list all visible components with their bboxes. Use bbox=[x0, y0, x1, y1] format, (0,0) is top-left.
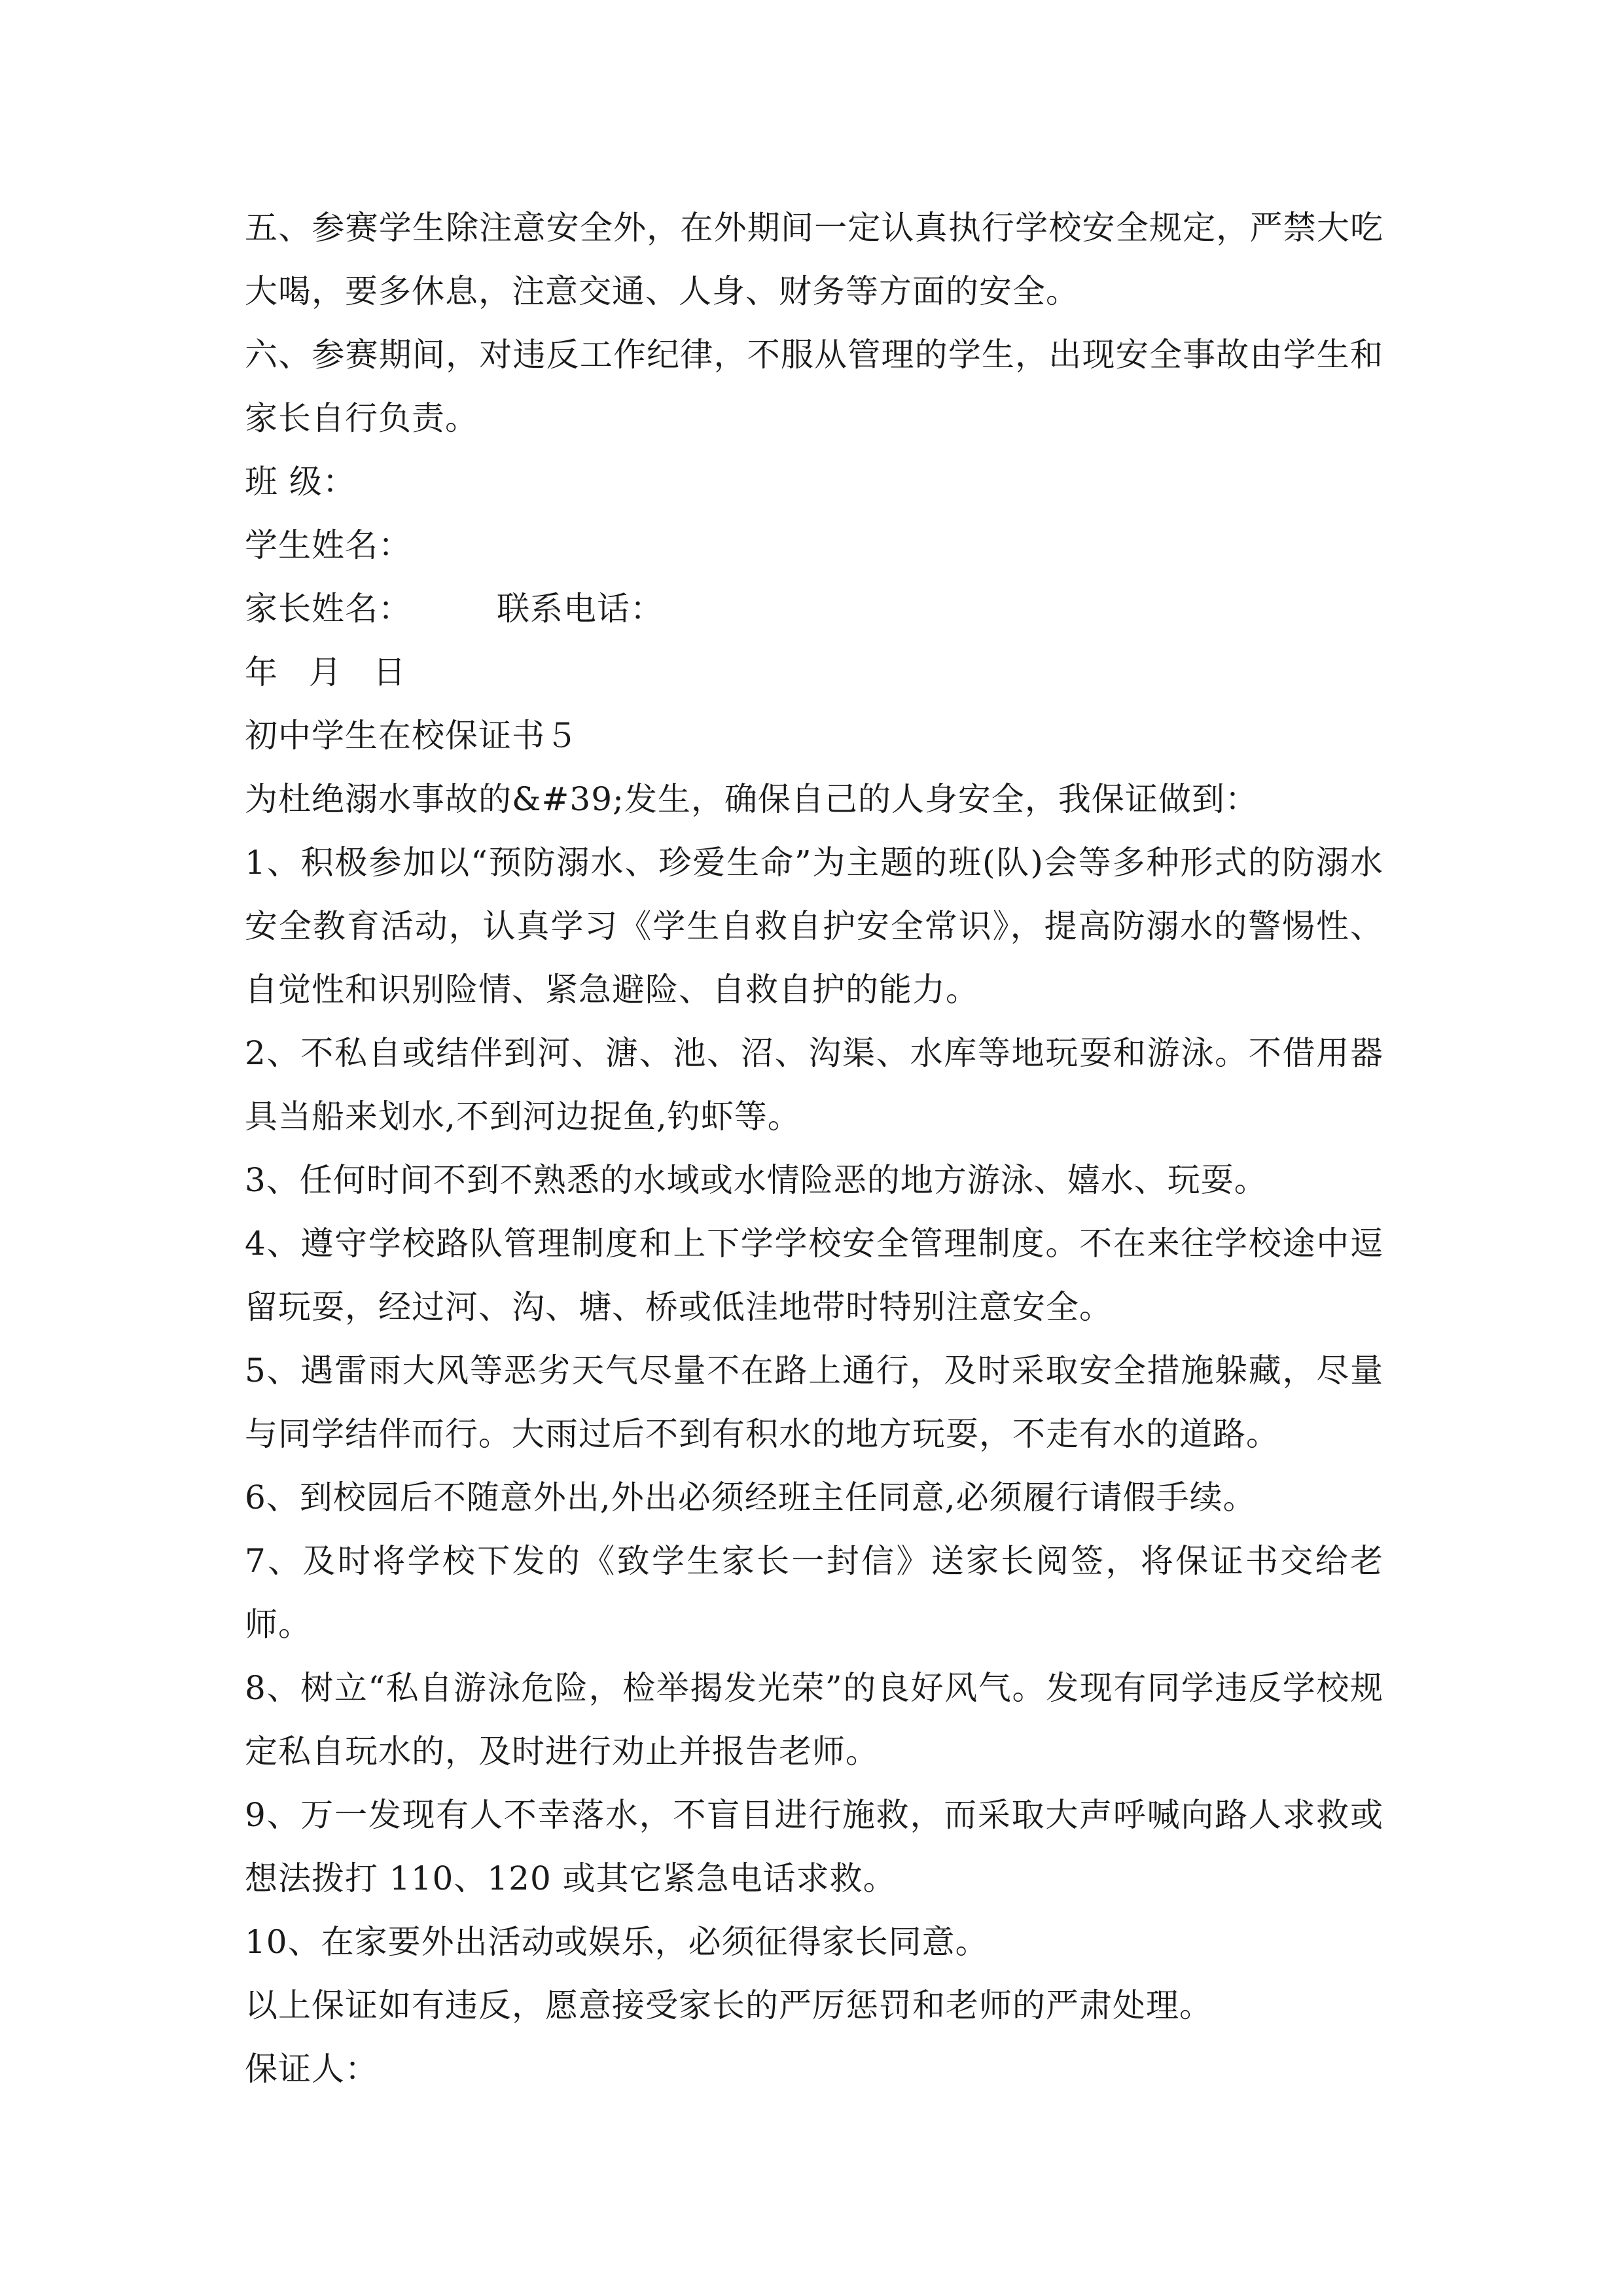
rule-paragraph-5: 五、参赛学生除注意安全外，在外期间一定认真执行学校安全规定，严禁大吃大喝，要多休息，注意交通、人身、财务等方面的安全。 bbox=[245, 209, 1383, 310]
list-item: 5、遇雷雨大风等恶劣天气尽量不在路上通行，及时采取安全措施躲藏，尽量与同学结伴而行。大雨过后不到有积水的地方玩耍，不走有水的道路。 bbox=[245, 1352, 1383, 1453]
section-title: 初中学生在校保证书５ bbox=[245, 717, 579, 755]
class-label: 班 级： bbox=[245, 463, 356, 501]
date-row bbox=[245, 641, 1383, 704]
date-month: 月 bbox=[308, 653, 342, 691]
list-item: 10、在家要外出活动或娱乐，必须征得家长同意。 bbox=[245, 1923, 989, 1961]
list-item: 6、到校园后不随意外出,外出必须经班主任同意,必须履行请假手续。 bbox=[245, 1479, 1257, 1516]
parent-contact-row bbox=[245, 577, 1383, 641]
phone-label: 联系电话： bbox=[497, 590, 664, 628]
list-item: 8、树立“私自游泳危险，检举揭发光荣”的良好风气。发现有同学违反学校规定私自玩水的，及时进行劝止并报告老师。 bbox=[245, 1669, 1383, 1770]
document-body bbox=[245, 196, 1383, 2101]
closing-statement: 以上保证如有违反，愿意接受家长的严厉惩罚和老师的严肃处理。 bbox=[245, 1986, 1213, 2024]
parent-name-blank bbox=[412, 577, 497, 641]
rule-paragraph-6: 六、参赛期间，对违反工作纪律，不服从管理的学生，出现安全事故由学生和家长自行负责。 bbox=[245, 336, 1383, 437]
list-item: 4、遵守学校路队管理制度和上下学学校安全管理制度。不在来往学校途中逗留玩耍，经过河、沟、塘、桥或低洼地带时特别注意安全。 bbox=[245, 1225, 1383, 1326]
guarantor-label: 保证人： bbox=[245, 2050, 378, 2088]
parent-name-label: 家长姓名： bbox=[245, 590, 412, 628]
date-year: 年 bbox=[245, 653, 278, 691]
date-day: 日 bbox=[372, 653, 406, 691]
list-item: 1、积极参加以“预防溺水、珍爱生命”为主题的班(队)会等多种形式的防溺水安全教育活动，认真学习《学生自救自护安全常识》，提高防溺水的警惕性、自觉性和识别险情、紧急避险、自救自护的能力。 bbox=[245, 844, 1383, 1009]
student-name-label: 学生姓名： bbox=[245, 526, 412, 564]
list-item: 7、及时将学校下发的《致学生家长一封信》送家长阅签，将保证书交给老师。 bbox=[245, 1542, 1383, 1643]
list-item: 3、任何时间不到不熟悉的水域或水情险恶的地方游泳、嬉水、玩耍。 bbox=[245, 1161, 1268, 1199]
intro-paragraph: 为杜绝溺水事故的&#39;发生，确保自己的人身安全，我保证做到： bbox=[245, 780, 1258, 818]
list-item: 9、万一发现有人不幸落水，不盲目进行施救，而采取大声呼喊向路人求救或想法拨打 110、120 或其它紧急电话求救。 bbox=[245, 1796, 1383, 1897]
list-item: 2、不私自或结伴到河、溏、池、沼、沟渠、水库等地玩耍和游泳。不借用器具当船来划水,不到河边捉鱼,钓虾等。 bbox=[245, 1034, 1383, 1136]
